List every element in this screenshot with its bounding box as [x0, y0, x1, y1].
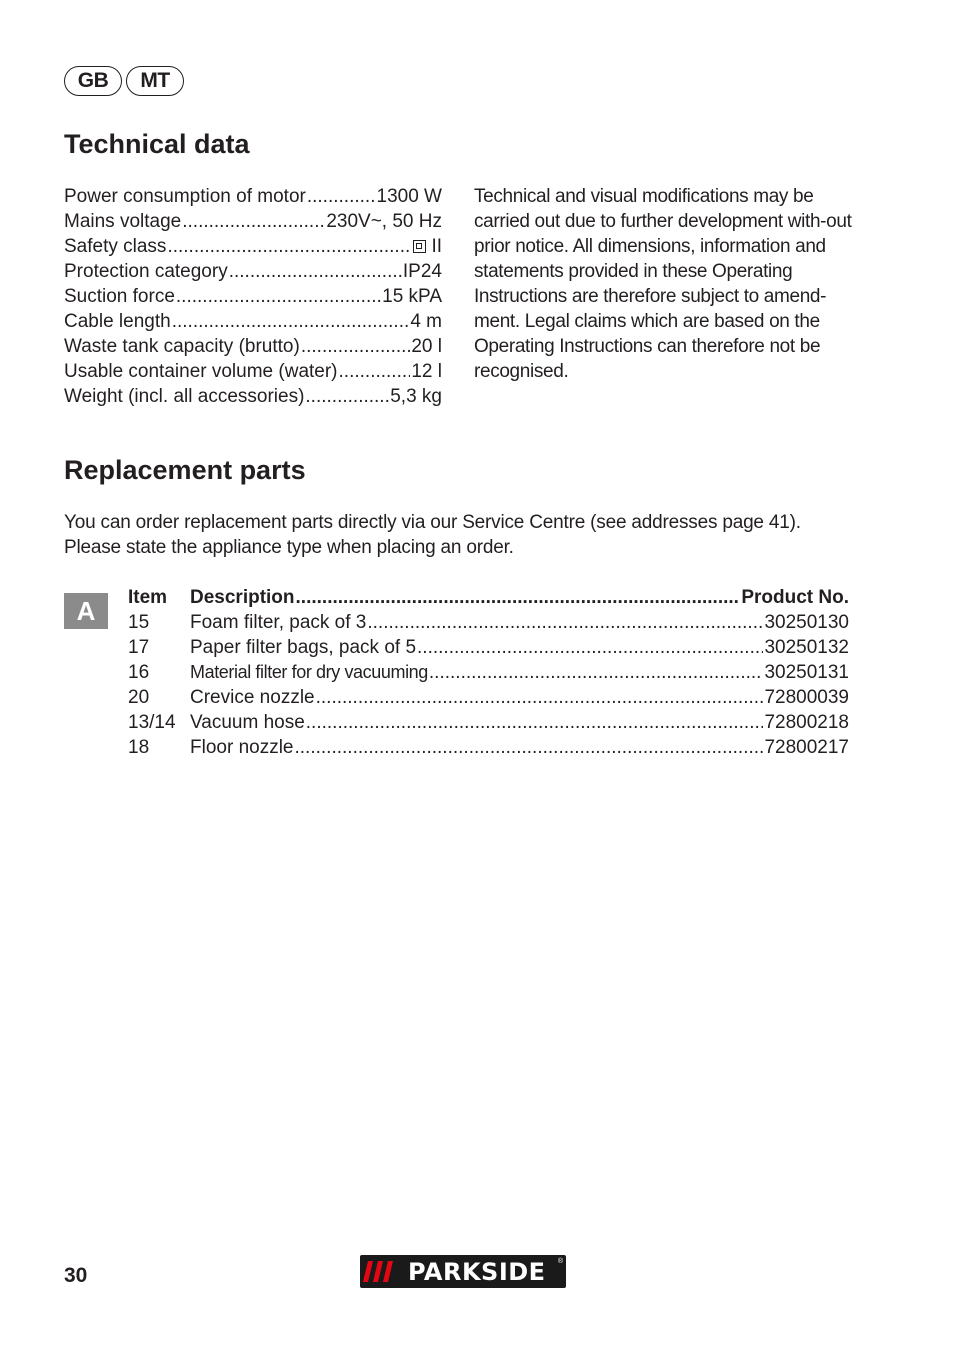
parts-table-header [128, 585, 849, 610]
part-description: Foam filter, pack of 3 [190, 612, 367, 633]
part-description: Vacuum hose [190, 712, 305, 733]
spec-value: 1300 W [376, 186, 442, 207]
spec-value: 20 l [411, 336, 442, 357]
part-description: Paper filter bags, pack of 5 [190, 637, 417, 658]
table-row [128, 685, 849, 710]
language-badge-gb: GB [64, 66, 122, 96]
technical-data-heading: Technical data [64, 129, 250, 159]
spec-row [64, 234, 442, 259]
part-item: 20 [128, 687, 150, 708]
spec-value-group [413, 234, 442, 259]
column-header-product-no: Product No. [741, 587, 849, 608]
table-row [128, 710, 849, 735]
part-product-no: 72800218 [764, 712, 849, 733]
spec-value: 15 kPA [382, 286, 442, 307]
page-number: 30 [64, 1264, 88, 1287]
spec-row [64, 209, 442, 234]
spec-value: 12 l [411, 361, 442, 382]
spec-value: IP24 [402, 261, 442, 282]
part-description: Material filter for dry vacuuming [190, 662, 428, 682]
spec-label: Protection category [64, 261, 228, 282]
table-row [128, 660, 849, 685]
part-item: 13/14 [128, 712, 176, 733]
spec-list [64, 184, 442, 409]
registered-mark: ® [557, 1258, 563, 1265]
spec-row [64, 259, 442, 284]
language-badges [64, 66, 184, 96]
spec-row [64, 384, 442, 409]
spec-row [64, 284, 442, 309]
leader-dots [339, 359, 411, 384]
parkside-logo [360, 1255, 566, 1288]
spec-label: Cable length [64, 311, 171, 332]
leader-dots [316, 685, 764, 710]
part-item: 17 [128, 637, 150, 658]
part-product-no: 72800217 [764, 737, 849, 758]
part-item: 16 [128, 662, 150, 683]
leader-dots [176, 284, 381, 309]
leader-dots [367, 610, 763, 635]
part-item: 15 [128, 612, 150, 633]
column-header-item: Item [128, 587, 168, 608]
leader-dots [301, 334, 411, 359]
leader-dots [429, 660, 764, 685]
leader-dots [296, 585, 741, 610]
logo-wordmark: PARKSIDE [408, 1257, 546, 1286]
spec-label: Safety class [64, 236, 167, 257]
leader-dots [229, 259, 402, 284]
part-description: Floor nozzle [190, 737, 294, 758]
leader-dots [167, 234, 412, 259]
spec-value: 5,3 kg [390, 386, 442, 407]
column-header-description: Description [190, 587, 295, 608]
language-badge-mt: MT [126, 66, 184, 96]
spec-label: Usable container volume (water) [64, 361, 338, 382]
protection-class-ii-icon [413, 240, 426, 253]
part-product-no: 30250130 [764, 612, 849, 633]
spec-row [64, 184, 442, 209]
spec-value: 4 m [410, 311, 442, 332]
part-product-no: 30250131 [764, 662, 849, 683]
leader-dots [295, 735, 764, 760]
spec-label: Mains voltage [64, 211, 182, 232]
intro-line: You can order replacement parts directly via our Service Centre (see addresses page 41). [64, 512, 801, 533]
spec-label: Waste tank capacity (brutto) [64, 336, 300, 357]
part-item: 18 [128, 737, 150, 758]
spec-label: Weight (incl. all accessories) [64, 386, 305, 407]
spec-value: 230V~, 50 Hz [326, 211, 442, 232]
modification-notice: Technical and visual modifications may be carried out due to further development with-out prior notice. All dimensions, information and statements provided in these Operating Instructions are therefore subject to amend-ment. Legal claims which are based on the Operating Instructions can therefore not be recognised. [474, 186, 852, 382]
figure-label: A [64, 593, 108, 629]
replacement-parts-heading: Replacement parts [64, 455, 306, 485]
spec-row [64, 309, 442, 334]
table-row [128, 610, 849, 635]
spec-value: II [431, 236, 442, 257]
leader-dots [306, 710, 764, 735]
spec-row [64, 334, 442, 359]
spec-row [64, 359, 442, 384]
replacement-parts-intro [64, 510, 884, 560]
spec-label: Suction force [64, 286, 175, 307]
leader-dots [172, 309, 410, 334]
table-row [128, 735, 849, 760]
part-product-no: 30250132 [764, 637, 849, 658]
leader-dots [417, 635, 763, 660]
intro-line: Please state the appliance type when placing an order. [64, 537, 514, 558]
leader-dots [307, 184, 376, 209]
logo-stripes-icon [360, 1255, 406, 1288]
part-description: Crevice nozzle [190, 687, 315, 708]
parts-table [128, 585, 849, 760]
leader-dots [305, 384, 389, 409]
table-row [128, 635, 849, 660]
leader-dots [182, 209, 325, 234]
spec-label: Power consumption of motor [64, 186, 306, 207]
part-product-no: 72800039 [764, 687, 849, 708]
